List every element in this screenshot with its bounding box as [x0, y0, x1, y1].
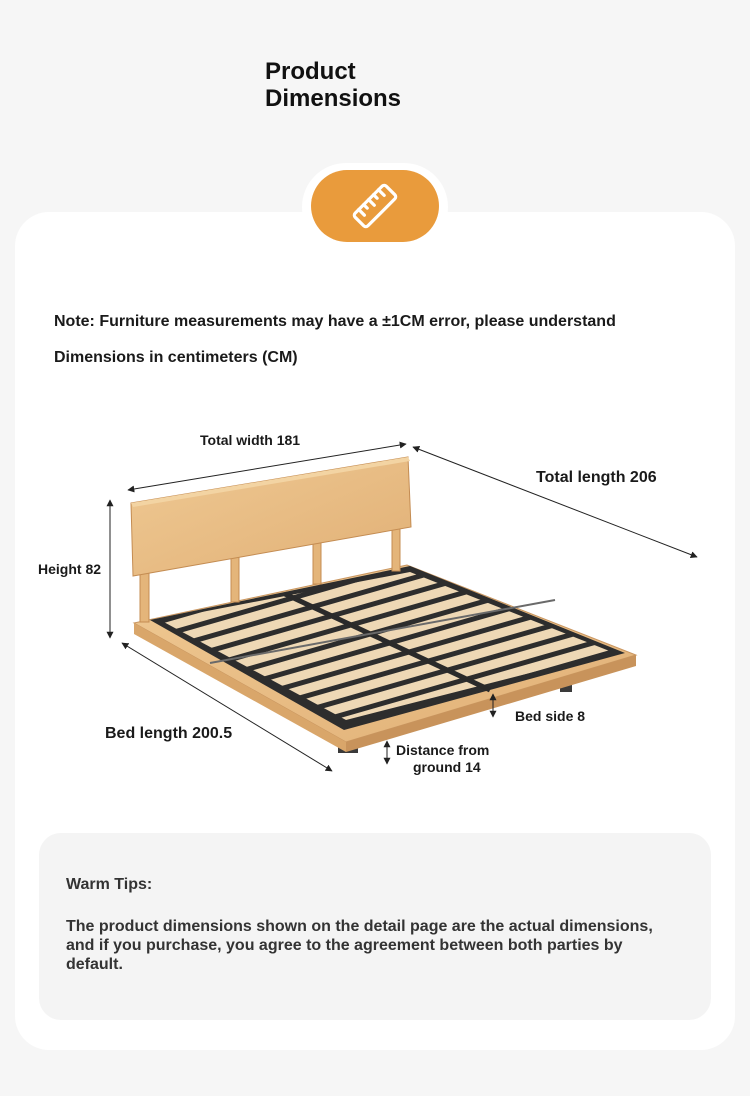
total-length-label: Total length 206 — [536, 469, 657, 486]
ground-distance-label-line1: Distance from — [396, 742, 490, 758]
height-label: Height 82 — [38, 561, 102, 577]
headboard-panel — [131, 457, 411, 576]
measurement-note: Note: Furniture measurements may have a ±1CM error, please understand — [54, 313, 616, 330]
bed-slats — [160, 572, 612, 720]
page-title-line2: Dimensions — [265, 85, 402, 112]
warm-tips-body: The product dimensions shown on the detail page are the actual dimensions, and if you purchase, you agree to the agreement between both parties by default. — [66, 918, 653, 973]
warm-tips-title: Warm Tips: — [66, 876, 153, 893]
page-title-line1: Product — [265, 58, 356, 85]
total-width-label: Total width 181 — [200, 432, 301, 448]
units-note: Dimensions in centimeters (CM) — [54, 349, 298, 366]
ground-distance-label-line2: ground 14 — [413, 759, 481, 775]
bed-length-label: Bed length 200.5 — [105, 725, 233, 742]
total-length-arrow — [413, 447, 697, 557]
bed-side-label: Bed side 8 — [515, 708, 586, 724]
